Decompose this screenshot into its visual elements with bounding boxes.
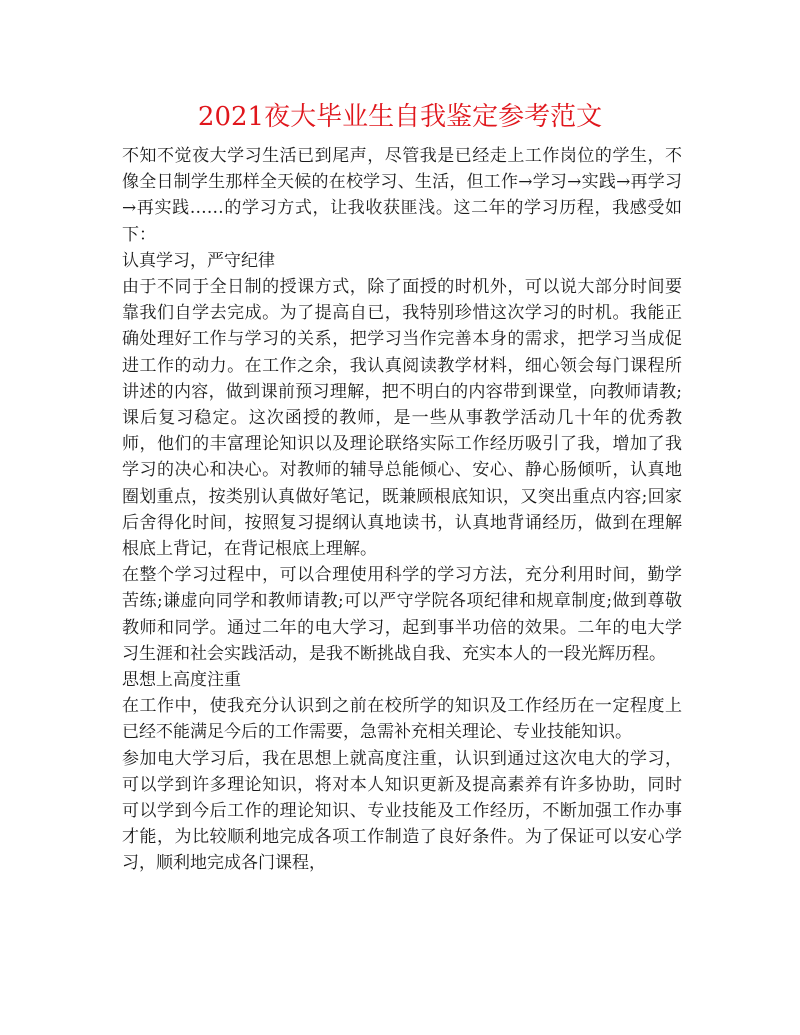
paragraph-study-method: 由于不同于全日制的授课方式，除了面授的时机外，可以说大部分时间要靠我们自学去完成。为了提高自已，我特别珍惜这次学习的时机。我能正确处理好工作与学习的关系，把学习当作完善本身的需求，把学习当成促进工作的动力。在工作之余，我认真阅读教学材料，细心领会每门课程所讲述的内容，做到课前预习理解，把不明白的内容带到课堂，向教师请教;课后复习稳定。这次函授的教师，是一些从事教学活动几十年的优秀教师，他们的丰富理论知识以及理论联络实际工作经历吸引了我，增加了我学习的决心和决心。对教师的辅导总能倾心、安心、静心肠倾听，认真地圈划重点，按类别认真做好笔记，既兼顾根底知识，又突出重点内容;回家后舍得化时间，按照复习提纲认真地读书，认真地背诵经历，做到在理解根底上背记，在背记根底上理解。 xyxy=(122,277,682,560)
document-title: 2021夜大毕业生自我鉴定参考范文 xyxy=(197,102,603,132)
section-heading-mindset: 思想上高度注重 xyxy=(122,670,241,691)
section-heading-study-discipline: 认真学习，严守纪律 xyxy=(122,250,275,271)
paragraph-intro: 不知不觉夜大学习生活已到尾声，尽管我是已经走上工作岗位的学生，不像全日制学生那样全天候的在校学习、生活，但工作→学习→实践→再学习→再实践……的学习方式，让我收获匪浅。这二年的学习历程，我感受如下： xyxy=(122,146,682,245)
paragraph-learning-process: 在整个学习过程中，可以合理使用科学的学习方法，充分利用时间，勤学苦练;谦虚向同学和教师请教;可以严守学院各项纪律和规章制度;做到尊敬教师和同学。通过二年的电大学习，起到事半功倍的效果。二年的电大学习生涯和社会实践活动，是我不断挑战自我、充实本人的一段光辉历程。 xyxy=(122,565,682,664)
paragraph-work-awareness: 在工作中，使我充分认识到之前在校所学的知识及工作经历在一定程度上已经不能满足今后的工作需要，急需补充相关理论、专业技能知识。 xyxy=(122,696,682,743)
document-body xyxy=(122,143,682,877)
paragraph-participation: 参加电大学习后，我在思想上就高度注重，认识到通过这次电大的学习，可以学到许多理论知识，将对本人知识更新及提高素养有许多协助，同时可以学到今后工作的理论知识、专业技能及工作经历，不断加强工作办事才能，为比较顺利地完成各项工作制造了良好条件。为了保证可以安心学习，顺利地完成各门课程， xyxy=(122,748,682,874)
